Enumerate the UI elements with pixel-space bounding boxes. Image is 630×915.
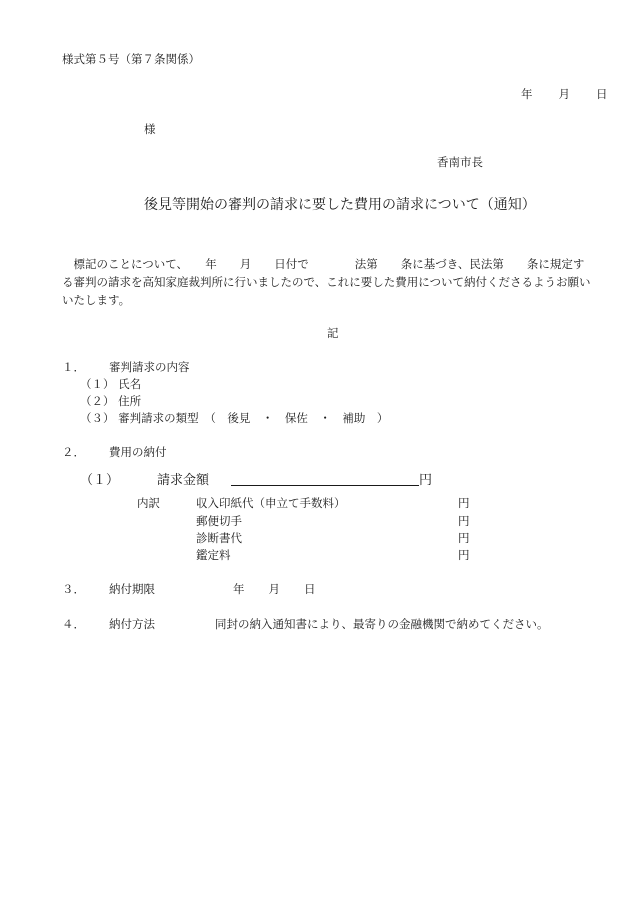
deadline-day: 日 [304,582,316,596]
fee-item: 診断書代 [196,531,242,545]
amount-number: （１） [80,473,120,488]
body-line: いたします。 [62,293,131,307]
body-paragraph [62,255,607,309]
fee-unit: 円 [458,548,470,562]
fee-item: 収入印紙代（申立て手数料） [196,496,346,510]
section-1-item: （１） 氏名 [80,377,142,391]
section-number: ４． [62,617,85,631]
section-title: 審判請求の内容 [109,360,190,374]
issue-date [521,86,608,102]
section-number: １． [62,360,85,374]
fee-unit: 円 [458,496,470,510]
date-day: 日 [596,87,608,101]
date-month: 月 [558,87,570,101]
section-2-heading [62,444,167,460]
form-number: 様式第５号（第７条関係） [62,52,200,66]
section-1-item: （３） 審判請求の類型 （ 後見 ・ 保佐 ・ 補助 ） [80,411,389,425]
section-title: 納付方法 [109,617,155,631]
section-number: ３． [62,582,85,596]
fee-unit: 円 [458,514,470,528]
deadline-month: 月 [268,582,280,596]
amount-unit: 円 [419,473,433,488]
amount-label: 請求金額 [157,473,210,488]
ki-heading: 記 [327,326,339,340]
issuer: 香南市長 [437,155,483,169]
document-title: 後見等開始の審判の請求に要した費用の請求について（通知） [144,197,536,213]
amount-blank-line [231,472,419,486]
section-number: ２． [62,445,85,459]
fee-unit: 円 [458,531,470,545]
fee-item: 鑑定料 [196,548,231,562]
addressee: 様 [144,122,156,136]
section-1-item: （２） 住所 [80,394,142,408]
deadline-year: 年 [233,582,245,596]
section-title: 費用の納付 [109,445,167,459]
body-line: 標記のことについて、 年 月 日付で 法第 条に基づき、民法第 条に規定す [62,257,585,271]
amount-row [80,469,432,488]
section-1-heading [62,359,190,375]
date-year: 年 [521,87,533,101]
breakdown-label: 内訳 [137,496,160,510]
section-title: 納付期限 [109,582,155,596]
payment-method-text: 同封の納入通知書により、最寄りの金融機関で納めてください。 [215,617,549,631]
section-3-heading [62,581,316,597]
section-4-heading [62,616,549,632]
body-line: る審判の請求を高知家庭裁判所に行いましたので、これに要した費用について納付くださるようお願い [62,275,591,289]
fee-item: 郵便切手 [196,514,242,528]
